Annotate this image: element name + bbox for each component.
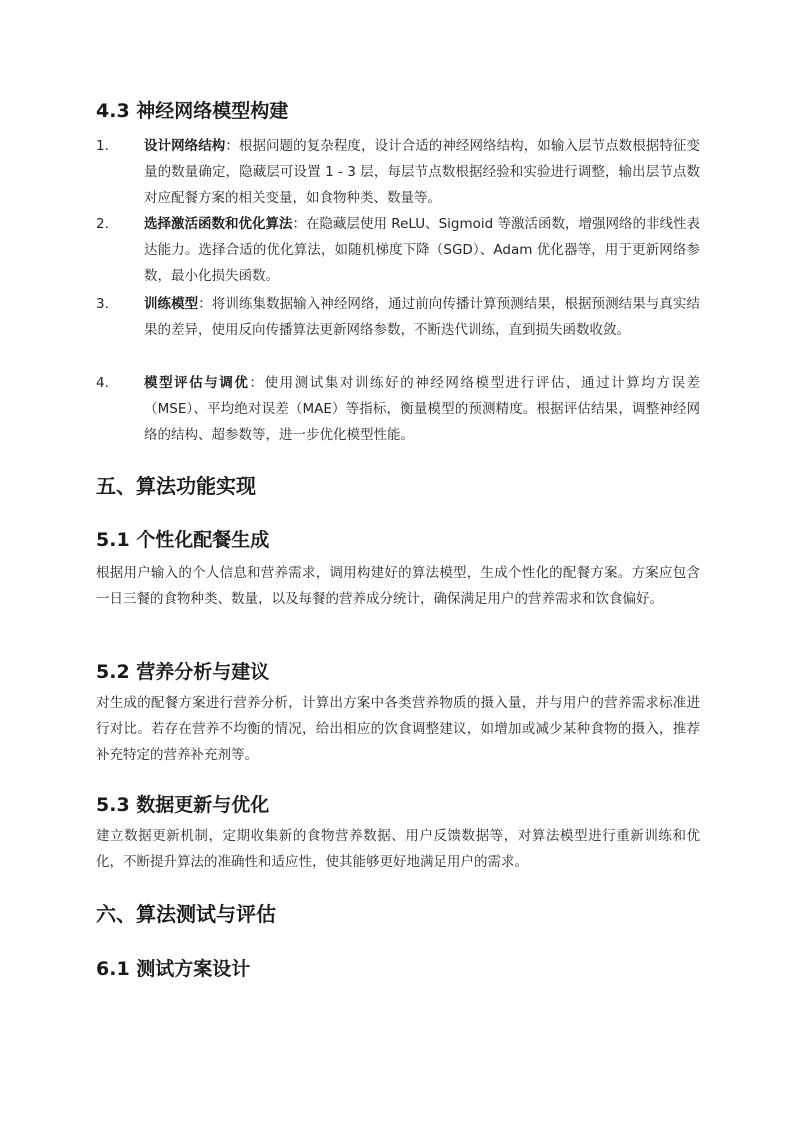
list-item-title: 训练模型	[144, 296, 199, 312]
section-heading-6-1: 6.1 测试方案设计	[96, 958, 251, 980]
paragraph-5-3: 建立数据更新机制，定期收集新的食物营养数据、用户反馈数据等，对算法模型进行重新训练和优化，不断提升算法的准确性和适应性，使其能够更好地满足用户的需求。	[96, 828, 700, 870]
section-heading-5-2: 5.2 营养分析与建议	[96, 661, 270, 683]
list-item	[96, 211, 700, 289]
list-item-text: ：将训练集数据输入神经网络，通过前向传播计算预测结果，根据预测结果与真实结果的差异，使用反向传播算法更新网络参数，不断迭代训练，直到损失函数收敛。	[144, 296, 700, 338]
list-item-title: 设计网络结构	[144, 138, 226, 154]
section-heading-5-1: 5.1 个性化配餐生成	[96, 529, 270, 551]
section-heading-4-3: 4.3 神经网络模型构建	[96, 100, 289, 122]
list-item-body	[144, 370, 700, 448]
list-item-text: ：根据问题的复杂程度，设计合适的神经网络结构，如输入层节点数根据特征变量的数量确定，隐藏层可设置 1 - 3 层，每层节点数根据经验和实验进行调整，输出层节点数对应配餐方案的相关变量，如食物种类、数量等。	[144, 138, 700, 206]
list-item-title: 模型评估与调优	[144, 375, 250, 391]
list-item-text: ：在隐藏层使用 ReLU、Sigmoid 等激活函数，增强网络的非线性表达能力。选择合适的优化算法，如随机梯度下降（SGD）、Adam 优化器等，用于更新网络参数，最小化损失函数。	[144, 216, 701, 284]
section-heading-6: 六、算法测试与评估	[96, 902, 276, 926]
list-number: 4.	[96, 375, 109, 391]
list-number: 1.	[96, 138, 109, 154]
list-number: 2.	[96, 216, 109, 232]
list-item	[96, 370, 700, 448]
list-item-title: 选择激活函数和优化算法	[144, 216, 293, 232]
section-heading-5: 五、算法功能实现	[96, 474, 256, 498]
list-item-text: ：使用测试集对训练好的神经网络模型进行评估，通过计算均方误差（MSE）、平均绝对误差（MAE）等指标，衡量模型的预测精度。根据评估结果，调整神经网络的结构、超参数等，进一步优化模型性能。	[144, 375, 701, 443]
list-number: 3.	[96, 296, 109, 312]
section-heading-5-3: 5.3 数据更新与优化	[96, 794, 270, 816]
list-item-body	[144, 211, 700, 289]
list-item	[96, 291, 700, 369]
list-item	[96, 133, 700, 211]
list-item-body	[144, 133, 700, 211]
list-item-body	[144, 291, 700, 343]
paragraph-5-2: 对生成的配餐方案进行营养分析，计算出方案中各类营养物质的摄入量，并与用户的营养需求标准进行对比。若存在营养不均衡的情况，给出相应的饮食调整建议，如增加或减少某种食物的摄入，推荐补充特定的营养补充剂等。	[96, 695, 700, 763]
paragraph-5-1: 根据用户输入的个人信息和营养需求，调用构建好的算法模型，生成个性化的配餐方案。方案应包含一日三餐的食物种类、数量，以及每餐的营养成分统计，确保满足用户的营养需求和饮食偏好。	[96, 565, 700, 607]
